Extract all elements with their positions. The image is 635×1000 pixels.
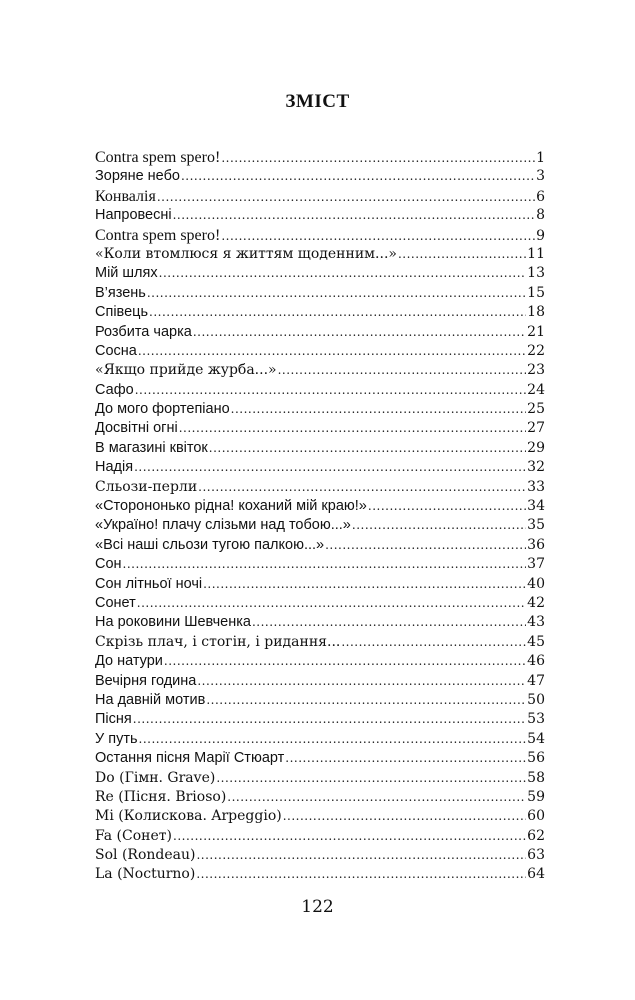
toc-entry (95, 555, 545, 574)
toc-entry-title: Остання пісня Марії Стюарт (95, 750, 285, 767)
toc-entry (95, 381, 545, 400)
toc-entry (95, 788, 545, 807)
toc-entry-page: 36 (527, 536, 545, 553)
dot-leader (147, 284, 526, 303)
toc-entry (95, 419, 545, 438)
toc-entry (95, 206, 545, 225)
toc-entry-title: Конвалія (95, 187, 156, 205)
toc-entry-page: 40 (527, 575, 545, 592)
toc-entry-title: «Всі наші сльози тугою палкою...» (95, 536, 325, 553)
dot-leader (133, 710, 526, 729)
dot-leader (138, 342, 526, 361)
toc-entry-title: Contra spem spero! (95, 149, 221, 166)
toc-entry-title: На давній мотив (95, 691, 206, 708)
toc-entry-title: В’язень (95, 284, 146, 301)
dot-leader (227, 788, 526, 807)
dot-leader (352, 516, 526, 535)
toc-entry-title: Mi (Колискова. Arpeggio) (95, 808, 282, 825)
toc-entry-page: 23 (527, 362, 545, 379)
toc-entry-title: «Коли втомлюся я життям щоденним...» (95, 245, 397, 262)
toc-entry (95, 827, 545, 846)
toc-entry (95, 633, 545, 652)
toc-entry (95, 458, 545, 477)
dot-leader (137, 594, 526, 613)
toc-entry-title: Сльози-перли (95, 478, 198, 495)
dot-leader (216, 769, 526, 788)
toc-entry-page: 22 (527, 342, 545, 359)
toc-entry-title: Співець (95, 304, 149, 321)
toc-entry-page: 18 (527, 304, 545, 321)
toc-entry-title: Сосна (95, 342, 137, 359)
dot-leader (159, 264, 527, 283)
dot-leader (325, 536, 526, 555)
dot-leader (197, 672, 526, 691)
dot-leader (135, 381, 526, 400)
toc-entry-page: 27 (527, 420, 545, 437)
toc-entry (95, 672, 545, 691)
toc-entry-page: 58 (527, 769, 545, 786)
toc-entry (95, 749, 545, 768)
dot-leader (368, 497, 526, 516)
toc-entry-page: 60 (527, 808, 545, 825)
toc-entry-page: 9 (536, 227, 545, 244)
toc-entry-page: 1 (536, 150, 545, 166)
toc-entry-title: У путь (95, 730, 138, 747)
toc-entry-page: 37 (527, 556, 545, 573)
toc-entry (95, 613, 545, 632)
toc-entry (95, 167, 545, 186)
dot-leader (252, 613, 526, 632)
toc-entry-page: 33 (527, 478, 545, 495)
toc-entry-title: Розбита чарка (95, 323, 192, 340)
dot-leader (123, 555, 527, 574)
toc-entry-title: До мого фортепіано (95, 401, 230, 418)
dot-leader (179, 419, 526, 438)
toc-entry-page: 24 (527, 381, 545, 398)
toc-entry-title: Вечірня година (95, 672, 197, 689)
dot-leader (196, 846, 526, 865)
toc-entry-page: 63 (527, 847, 545, 864)
toc-entry (95, 865, 545, 884)
toc-entry-page: 59 (527, 788, 545, 805)
toc-entry-title: Сон літньої ночі (95, 575, 203, 592)
toc-entry (95, 730, 545, 749)
toc-entry-title: Re (Пісня. Brioso) (95, 788, 227, 805)
toc-entry (95, 478, 545, 497)
dot-leader (193, 323, 526, 342)
toc-entry (95, 691, 545, 710)
toc-entry-title: В магазині квіток (95, 439, 208, 456)
toc-entry-title: Досвітні огні (95, 420, 178, 437)
toc-entry-title: На роковини Шевченка (95, 614, 251, 631)
dot-leader (221, 149, 535, 167)
dot-leader (341, 633, 526, 652)
toc-entry-page: 56 (527, 750, 545, 767)
toc-entry-title: Сон (95, 556, 122, 573)
dot-leader (206, 691, 526, 710)
toc-entry (95, 303, 545, 322)
toc-entry-page: 29 (527, 439, 545, 456)
toc-entry (95, 264, 545, 283)
toc-entry (95, 226, 545, 245)
toc-entry-page: 47 (527, 672, 545, 689)
toc-entry (95, 439, 545, 458)
toc-entry-title: Fa (Сонет) (95, 827, 172, 844)
dot-leader (181, 167, 535, 186)
toc-entry-title: Сонет (95, 594, 136, 611)
dot-leader (285, 749, 526, 768)
toc-entry-title: Мій шлях (95, 265, 158, 282)
toc-entry-title: «Якщо прийде журба...» (95, 362, 277, 379)
toc-entry-title: Sol (Rondeau) (95, 847, 196, 864)
toc-entry-page: 62 (527, 827, 545, 844)
toc-entry-page: 46 (527, 653, 545, 670)
toc-entry-page: 64 (527, 866, 545, 883)
toc-entry-title: La (Nocturno) (95, 866, 196, 883)
toc-entry (95, 516, 545, 535)
toc-entry-page: 50 (527, 691, 545, 708)
toc-entry-page: 13 (527, 265, 545, 282)
dot-leader (196, 865, 526, 884)
toc-entry-page: 54 (527, 730, 545, 747)
toc-entry-page: 21 (527, 323, 545, 340)
toc-entry (95, 710, 545, 729)
page-number: 122 (301, 897, 334, 917)
toc-entry (95, 361, 545, 380)
toc-entry-title: До натури (95, 653, 163, 670)
dot-leader (134, 458, 526, 477)
toc-entry-page: 42 (527, 594, 545, 611)
toc-entry-page: 11 (527, 245, 545, 262)
dot-leader (164, 652, 526, 671)
toc-entry-page: 53 (527, 711, 545, 728)
dot-leader (278, 361, 527, 380)
toc-entry (95, 187, 545, 206)
dot-leader (221, 227, 535, 245)
toc-entry (95, 284, 545, 303)
toc-entry-page: 8 (536, 207, 545, 224)
toc-entry-page: 3 (536, 168, 545, 185)
toc-entry-title: Contra spem spero! (95, 226, 221, 244)
dot-leader (231, 400, 527, 419)
toc-entry-page: 35 (527, 517, 545, 534)
toc-entry-page: 45 (527, 633, 545, 650)
toc-entry-page: 34 (527, 498, 545, 515)
toc-entry-title: «Сторононько рідна! коханий мій краю!» (95, 498, 367, 515)
toc-entry (95, 846, 545, 865)
toc-entry-page: 43 (527, 614, 545, 631)
dot-leader (198, 478, 526, 497)
toc-entry-page: 6 (536, 188, 545, 205)
toc-entry (95, 536, 545, 555)
toc-entry-title: Пісня (95, 711, 132, 728)
dot-leader (398, 245, 526, 264)
toc-entry (95, 323, 545, 342)
toc-entry (95, 148, 545, 167)
toc-entry-page: 25 (527, 401, 545, 418)
dot-leader (203, 575, 526, 594)
dot-leader (149, 303, 526, 322)
toc-entry-title: Do (Гімн. Grave) (95, 769, 216, 786)
toc-entry-page: 32 (527, 459, 545, 476)
dot-leader (209, 439, 526, 458)
toc-entry (95, 400, 545, 419)
toc-entry (95, 769, 545, 788)
dot-leader (173, 206, 535, 225)
dot-leader (283, 807, 526, 826)
toc-entry (95, 497, 545, 516)
toc-entry-title: Сафо (95, 381, 134, 398)
toc-entry (95, 594, 545, 613)
toc-entry (95, 245, 545, 264)
toc-entry-title: Напровесні (95, 207, 172, 224)
toc-entry-title: Зоряне небо (95, 168, 180, 185)
dot-leader (173, 827, 526, 846)
dot-leader (157, 188, 535, 206)
toc-entry (95, 652, 545, 671)
toc-entry-page: 15 (527, 284, 545, 301)
page-title: ЗМІСТ (285, 91, 350, 112)
toc-entry (95, 342, 545, 361)
toc-entry-title: Скрізь плач, і стогін, і ридання... (95, 633, 341, 650)
toc-entry (95, 575, 545, 594)
dot-leader (139, 730, 527, 749)
toc-entry (95, 807, 545, 826)
table-of-contents (95, 148, 545, 885)
toc-entry-title: «Україно! плачу слізьми над тобою...» (95, 517, 351, 534)
toc-entry-title: Надія (95, 459, 134, 476)
